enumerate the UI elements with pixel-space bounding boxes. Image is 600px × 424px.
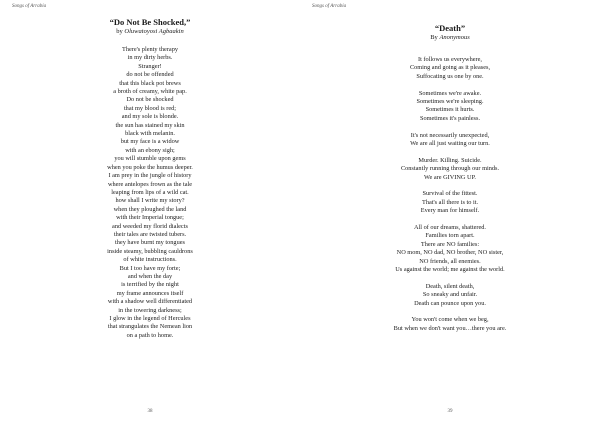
poem-line: We are GIVING UP. — [424, 173, 476, 181]
poem-line: where antelopes frown as the tale — [107, 180, 193, 188]
poem-line: Sometimes it's painless. — [419, 114, 481, 122]
poem-line: Do not be shocked — [126, 96, 174, 104]
poem-do-not-be-shocked — [0, 17, 300, 340]
poem-author — [300, 33, 600, 42]
poem-death — [300, 23, 600, 342]
poem-line: All of our dreams, shattered. — [413, 224, 487, 232]
poem-line: that strangulates the Nemean lion — [107, 323, 193, 331]
poem-line: It follows us everywhere, — [418, 56, 482, 63]
poem-line: with an ebony sigh; — [125, 146, 175, 154]
poem-stanza — [300, 283, 600, 308]
poem-stanzas — [300, 56, 600, 333]
poem-line: in the towering darkness; — [118, 306, 182, 314]
running-header: Songs of Arrabia — [12, 4, 47, 9]
poem-line: But I too have my forte; — [119, 264, 181, 272]
poem-line: on a path to home. — [126, 331, 174, 339]
poem-stanza — [300, 132, 600, 149]
poem-line: That's all there is to it. — [421, 198, 479, 206]
poem-stanza — [300, 157, 600, 182]
poem-line: when they ploughed the land — [113, 205, 187, 213]
poem-line: that my blood is red; — [123, 104, 177, 112]
poem-line: Suffocating us one by one. — [416, 72, 484, 80]
poem-line: Every man for himself. — [420, 207, 480, 215]
poem-lines — [0, 46, 300, 340]
poem-line: my frame announces itself — [116, 289, 184, 297]
page-number: 39 — [447, 409, 453, 414]
poem-stanza — [300, 56, 600, 81]
poem-line: We are all just waiting our turn. — [410, 140, 490, 148]
poem-line: Sometimes we're awake. — [418, 89, 482, 97]
poem-line: with their Imperial tongue; — [116, 214, 184, 222]
poem-line: You won't come when we beg, — [411, 316, 489, 324]
poem-line: Sometimes it hurts. — [425, 106, 475, 114]
poem-line: and my sole is blonde. — [121, 113, 179, 121]
poem-line: Stranger! — [138, 62, 162, 70]
poem-line: and weeded my florid dialects — [112, 222, 188, 230]
author-prefix: by — [116, 28, 123, 35]
poem-line: Families torn apart. — [425, 232, 475, 240]
poem-line: Us against the world; me against the world. — [395, 266, 505, 274]
poem-line: but my face is a widow — [120, 138, 180, 146]
poem-line: is terrified by the night — [121, 281, 179, 289]
poem-line: in my dirty herbs. — [127, 54, 173, 62]
poem-line: do not be offended — [126, 71, 174, 79]
poem-line: that this black pot brews — [119, 79, 181, 87]
poem-line: how shall I write my story? — [115, 197, 185, 205]
poem-line: black with melanin. — [125, 130, 175, 138]
running-header: Songs of Arrabia — [312, 4, 347, 9]
right-page — [300, 0, 600, 424]
author-prefix: By — [430, 34, 438, 41]
poem-stanza — [300, 224, 600, 274]
poem-line: Coming and going as it pleases, — [409, 64, 491, 72]
poem-line: a broth of creamy, white pap. — [113, 88, 187, 96]
page-number: 38 — [147, 409, 153, 414]
poem-title: “Death” — [434, 23, 466, 33]
poem-stanza — [300, 90, 600, 124]
poem-line: Death, silent death, — [425, 282, 475, 290]
poem-line: There's plenty therapy — [121, 46, 179, 53]
poem-line: you will stumble upon gems — [114, 155, 186, 163]
author-name: Oluwatoyosi Agbaakin — [124, 28, 184, 35]
poem-stanza — [300, 190, 600, 215]
poem-line: with a shadow well differentiated — [107, 298, 193, 306]
author-name: Anonymous — [439, 34, 470, 41]
poem-line: and when the day — [127, 272, 173, 280]
poem-line: So sneaky and unfair. — [422, 291, 478, 299]
poem-author — [0, 27, 300, 36]
poem-line: It's not necessarily unexpected, — [410, 131, 490, 139]
poem-line: I glow in the legend of Hercules — [109, 315, 191, 322]
poem-line: when you poke the humus deeper. — [107, 163, 193, 171]
poem-line: leaping from lips of a wild cat. — [111, 188, 189, 196]
poem-line: I am prey in the jungle of history — [108, 172, 192, 180]
poem-line: the sun has stained my skin — [115, 121, 185, 129]
poem-line: Constantly running through our minds. — [400, 165, 500, 173]
poem-line: NO friends, all enemies. — [419, 257, 481, 265]
poem-line: inside steamy, bubbling cauldrons — [107, 247, 193, 255]
poem-title: “Do Not Be Shocked,” — [109, 17, 191, 27]
poem-line: Death can pounce upon you. — [414, 299, 486, 307]
poem-line: But when we don't want you…there you are. — [393, 324, 507, 332]
poem-line: Survival of the fittest. — [422, 190, 478, 198]
poem-stanza — [300, 316, 600, 333]
poem-line: Murder. Killing. Suicide. — [418, 156, 482, 164]
poem-line: NO mom, NO dad, NO brother, NO sister, — [396, 249, 504, 257]
poem-line: There are NO families: — [420, 240, 480, 248]
poem-line: their tales are twisted tubers. — [113, 230, 187, 238]
poem-line: they have burnt my tongues — [115, 239, 185, 247]
poem-line: Sometimes we're sleeping. — [416, 98, 484, 106]
poem-line: of white instructions. — [123, 256, 177, 264]
